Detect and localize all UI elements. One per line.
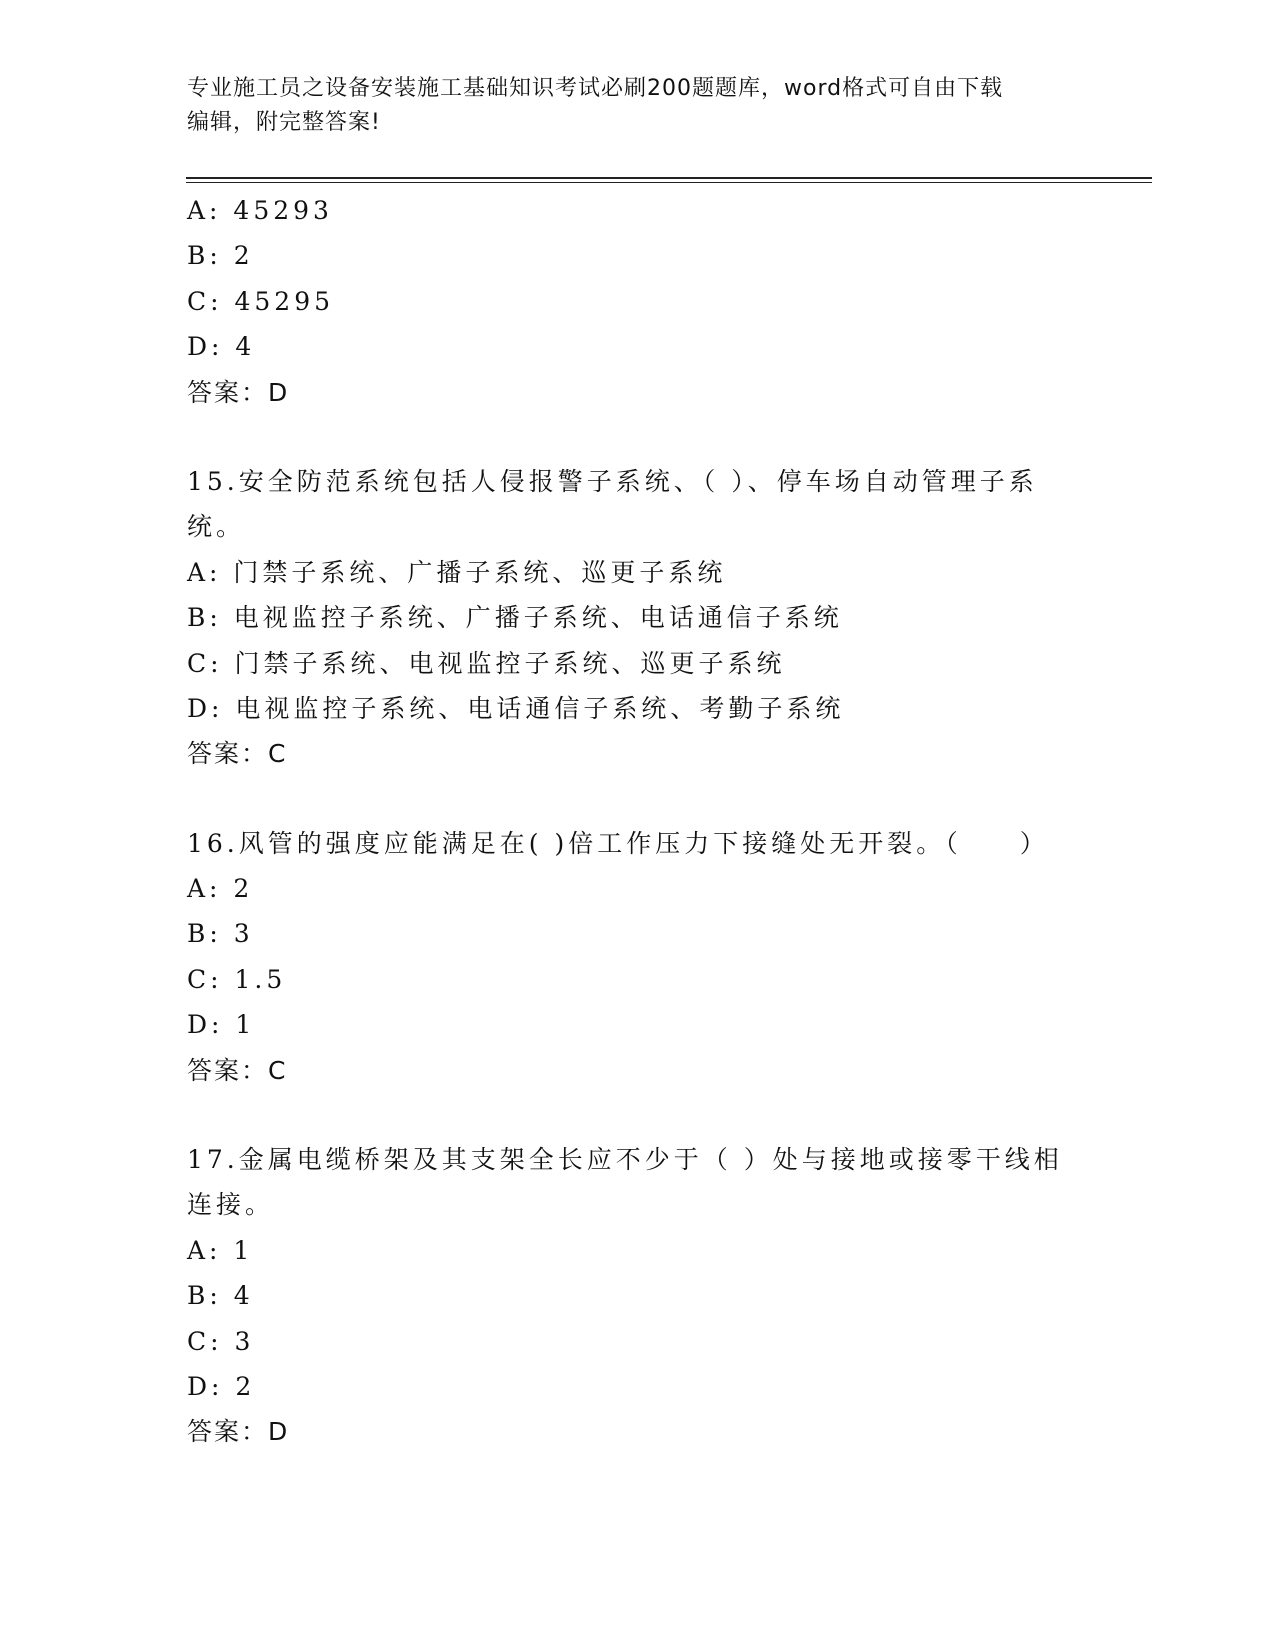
answer: 答案：C <box>187 1055 288 1085</box>
option-d: D: 2 <box>187 1371 256 1401</box>
question-15 <box>187 459 1087 777</box>
header-rule-thin <box>186 182 1152 183</box>
option-b: B: 3 <box>187 919 254 949</box>
question-14 <box>187 188 1087 415</box>
option-a: A: 1 <box>187 1235 254 1265</box>
question-16 <box>187 821 1087 1093</box>
option-a: A: 45293 <box>187 196 333 225</box>
option-d: D: 4 <box>187 332 256 362</box>
option-b: B: 4 <box>187 1281 254 1311</box>
question-stem-continued: 统。 <box>187 512 246 542</box>
option-b: B: 2 <box>187 241 254 271</box>
header-line-1: 专业施工员之设备安装施工基础知识考试必刷200题题库，word格式可自由下载 <box>187 76 1004 101</box>
answer: 答案：D <box>187 377 290 407</box>
option-c: C: 45295 <box>187 286 335 316</box>
answer: 答案：D <box>187 1417 290 1447</box>
option-c: C: 3 <box>187 1326 255 1356</box>
document-header <box>187 72 1067 140</box>
answer: 答案：C <box>187 739 288 769</box>
question-list <box>187 188 1087 1455</box>
option-c: C: 1.5 <box>187 964 287 994</box>
header-line-2: 编辑，附完整答案! <box>187 110 381 135</box>
question-stem: 17.金属电缆桥架及其支架全长应不少于（ ）处与接地或接零干线相 <box>187 1145 1063 1175</box>
option-a: A: 2 <box>187 874 254 904</box>
option-d: D: 1 <box>187 1010 256 1040</box>
header-rule-thick <box>186 177 1152 179</box>
question-stem: 16.风管的强度应能满足在( )倍工作压力下接缝处无开裂。（ ） <box>187 828 1049 858</box>
question-17 <box>187 1137 1087 1455</box>
question-stem-continued: 连接。 <box>187 1190 275 1220</box>
option-c: C: 门禁子系统、电视监控子系统、巡更子系统 <box>187 648 786 678</box>
question-stem: 15.安全防范系统包括人侵报警子系统、（ ）、停车场自动管理子系 <box>187 466 1038 496</box>
option-a: A: 门禁子系统、广播子系统、巡更子系统 <box>187 557 727 587</box>
option-b: B: 电视监控子系统、广播子系统、电话通信子系统 <box>187 603 843 633</box>
option-d: D: 电视监控子系统、电话通信子系统、考勤子系统 <box>187 693 845 723</box>
